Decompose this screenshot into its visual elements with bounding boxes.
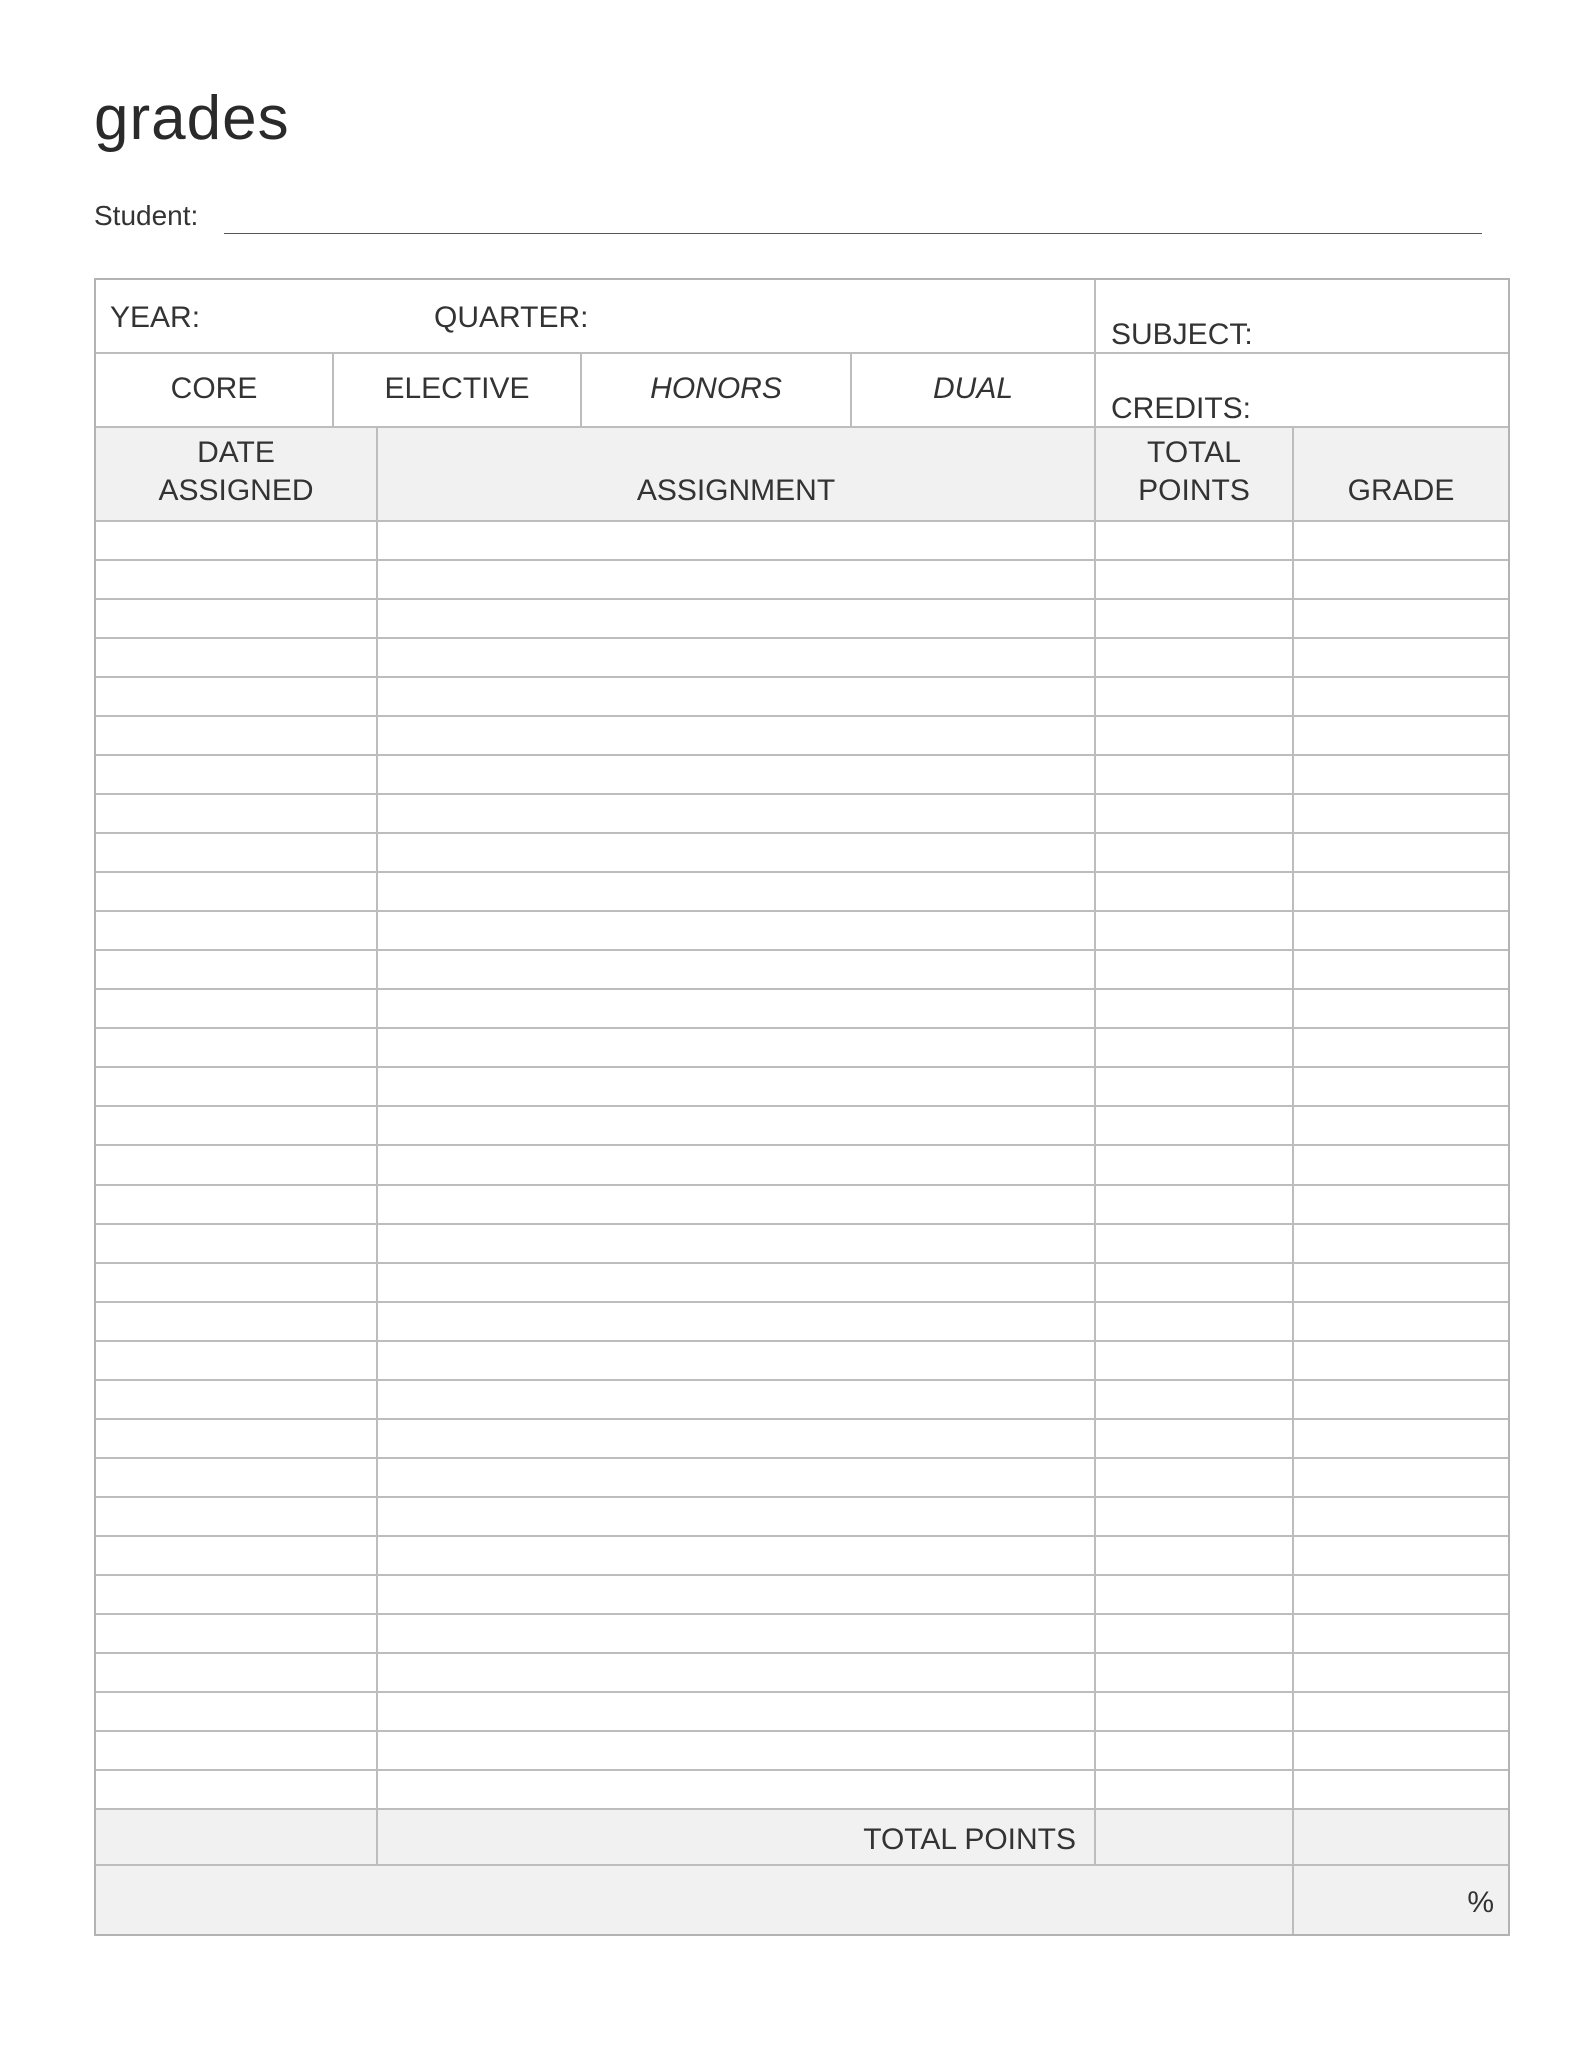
header-grade: GRADE — [1347, 474, 1455, 507]
student-name-line[interactable] — [224, 233, 1482, 234]
date-cell[interactable] — [96, 1459, 376, 1496]
points-cell[interactable] — [1096, 1029, 1292, 1066]
credits-label: CREDITS: — [1111, 392, 1252, 425]
student-label: Student: — [94, 200, 199, 231]
points-cell[interactable] — [1096, 912, 1292, 949]
grade-cell[interactable] — [1294, 1107, 1508, 1144]
grade-cell[interactable] — [1294, 756, 1508, 793]
points-cell[interactable] — [1096, 1146, 1292, 1183]
date-cell[interactable] — [96, 600, 376, 637]
points-cell[interactable] — [1096, 1303, 1292, 1340]
assignment-cell[interactable] — [378, 1342, 1094, 1379]
year-label: YEAR: — [110, 301, 201, 334]
course-type-dual-label: DUAL — [932, 372, 1014, 405]
date-cell[interactable] — [96, 639, 376, 676]
points-cell[interactable] — [1096, 1693, 1292, 1730]
grade-cell[interactable] — [1294, 873, 1508, 910]
grade-cell[interactable] — [1294, 1537, 1508, 1574]
assignment-cell[interactable] — [378, 1459, 1094, 1496]
grade-cell[interactable] — [1294, 717, 1508, 754]
points-cell[interactable] — [1096, 1107, 1292, 1144]
points-cell[interactable] — [1096, 600, 1292, 637]
course-type-elective[interactable] — [334, 354, 580, 426]
points-cell[interactable] — [1096, 795, 1292, 832]
total-points-cell[interactable] — [1096, 1810, 1292, 1864]
points-cell[interactable] — [1096, 1459, 1292, 1496]
assignment-cell[interactable] — [378, 1146, 1094, 1183]
date-cell[interactable] — [96, 1771, 376, 1808]
points-cell[interactable] — [1096, 1186, 1292, 1223]
date-cell[interactable] — [96, 1068, 376, 1105]
assignment-cell[interactable] — [378, 1732, 1094, 1769]
date-cell[interactable] — [96, 1186, 376, 1223]
assignment-cell[interactable] — [378, 1498, 1094, 1535]
grade-cell[interactable] — [1294, 1576, 1508, 1613]
points-cell[interactable] — [1096, 1615, 1292, 1652]
grade-cell[interactable] — [1294, 1342, 1508, 1379]
header-date-line2: ASSIGNED — [158, 474, 314, 507]
course-type-elective-label: ELECTIVE — [384, 372, 530, 405]
assignment-cell[interactable] — [378, 1029, 1094, 1066]
date-cell[interactable] — [96, 1381, 376, 1418]
percent-sign: % — [1467, 1886, 1494, 1919]
assignment-cell[interactable] — [378, 1186, 1094, 1223]
points-cell[interactable] — [1096, 834, 1292, 871]
grade-cell[interactable] — [1294, 1459, 1508, 1496]
assignment-cell[interactable] — [378, 639, 1094, 676]
grade-cell[interactable] — [1294, 1029, 1508, 1066]
assignment-cell[interactable] — [378, 522, 1094, 559]
points-cell[interactable] — [1096, 561, 1292, 598]
points-cell[interactable] — [1096, 717, 1292, 754]
page-title: grades — [94, 84, 290, 153]
points-cell[interactable] — [1096, 756, 1292, 793]
date-cell[interactable] — [96, 522, 376, 559]
date-cell[interactable] — [96, 1225, 376, 1262]
grade-cell[interactable] — [1294, 1732, 1508, 1769]
header-top-divider — [96, 426, 1508, 428]
grade-cell[interactable] — [1294, 1654, 1508, 1691]
assignment-cell[interactable] — [378, 1576, 1094, 1613]
assignment-cell[interactable] — [378, 795, 1094, 832]
date-cell[interactable] — [96, 1107, 376, 1144]
assignment-cell[interactable] — [378, 1771, 1094, 1808]
course-type-core-label: CORE — [170, 372, 258, 405]
date-cell[interactable] — [96, 912, 376, 949]
grades-table — [94, 278, 1510, 1936]
assignment-cell[interactable] — [378, 873, 1094, 910]
date-cell[interactable] — [96, 1146, 376, 1183]
date-cell[interactable] — [96, 678, 376, 715]
assignment-cell[interactable] — [378, 1264, 1094, 1301]
date-cell[interactable] — [96, 1029, 376, 1066]
date-cell[interactable] — [96, 1420, 376, 1457]
grade-cell[interactable] — [1294, 522, 1508, 559]
grade-cell[interactable] — [1294, 951, 1508, 988]
date-cell[interactable] — [96, 873, 376, 910]
date-cell[interactable] — [96, 1264, 376, 1301]
assignment-cell[interactable] — [378, 717, 1094, 754]
course-type-dual[interactable] — [852, 354, 1094, 426]
assignment-cell[interactable] — [378, 1225, 1094, 1262]
course-type-honors-label: HONORS — [650, 372, 782, 405]
assignment-cell[interactable] — [378, 951, 1094, 988]
date-cell[interactable] — [96, 1654, 376, 1691]
assignment-cell[interactable] — [378, 1303, 1094, 1340]
header-total-line1: TOTAL — [1147, 436, 1241, 469]
date-cell[interactable] — [96, 717, 376, 754]
date-cell[interactable] — [96, 1537, 376, 1574]
points-cell[interactable] — [1096, 1381, 1292, 1418]
column-divider-assignment — [1094, 426, 1096, 1864]
points-cell[interactable] — [1096, 1420, 1292, 1457]
date-cell[interactable] — [96, 1342, 376, 1379]
grade-cell[interactable] — [1294, 1225, 1508, 1262]
points-cell[interactable] — [1096, 522, 1292, 559]
course-type-honors[interactable] — [582, 354, 850, 426]
points-cell[interactable] — [1096, 1771, 1292, 1808]
points-cell[interactable] — [1096, 1537, 1292, 1574]
points-cell[interactable] — [1096, 1654, 1292, 1691]
points-cell[interactable] — [1096, 1342, 1292, 1379]
grade-cell[interactable] — [1294, 795, 1508, 832]
grade-cell[interactable] — [1294, 678, 1508, 715]
grade-cell[interactable] — [1294, 1420, 1508, 1457]
grade-cell[interactable] — [1294, 1693, 1508, 1730]
date-cell[interactable] — [96, 1498, 376, 1535]
points-cell[interactable] — [1096, 1068, 1292, 1105]
date-cell[interactable] — [96, 561, 376, 598]
grade-cell[interactable] — [1294, 1264, 1508, 1301]
grade-cell[interactable] — [1294, 1381, 1508, 1418]
assignment-cell[interactable] — [378, 1537, 1094, 1574]
points-cell[interactable] — [1096, 1225, 1292, 1262]
assignment-cell[interactable] — [378, 756, 1094, 793]
header-total-line2: POINTS — [1138, 474, 1250, 507]
points-cell[interactable] — [1096, 990, 1292, 1027]
grade-cell[interactable] — [1294, 834, 1508, 871]
header-assignment: ASSIGNMENT — [636, 474, 836, 507]
points-cell[interactable] — [1096, 1264, 1292, 1301]
date-cell[interactable] — [96, 1576, 376, 1613]
quarter-label: QUARTER: — [434, 301, 589, 334]
assignment-cell[interactable] — [378, 1693, 1094, 1730]
date-cell[interactable] — [96, 1303, 376, 1340]
total-grade-cell[interactable] — [1294, 1810, 1508, 1864]
date-cell[interactable] — [96, 1693, 376, 1730]
grade-cell[interactable] — [1294, 1771, 1508, 1808]
date-cell[interactable] — [96, 756, 376, 793]
date-cell[interactable] — [96, 1732, 376, 1769]
points-cell[interactable] — [1096, 639, 1292, 676]
points-cell[interactable] — [1096, 1576, 1292, 1613]
course-type-core[interactable] — [96, 354, 332, 426]
header-date-line1: DATE — [197, 436, 275, 469]
date-cell[interactable] — [96, 795, 376, 832]
grade-cell[interactable] — [1294, 561, 1508, 598]
points-cell[interactable] — [1096, 873, 1292, 910]
assignment-cell[interactable] — [378, 600, 1094, 637]
assignment-cell[interactable] — [378, 1420, 1094, 1457]
points-cell[interactable] — [1096, 1498, 1292, 1535]
assignment-cell[interactable] — [378, 1654, 1094, 1691]
grade-cell[interactable] — [1294, 1186, 1508, 1223]
date-cell[interactable] — [96, 990, 376, 1027]
assignment-cell[interactable] — [378, 834, 1094, 871]
grade-cell[interactable] — [1294, 1068, 1508, 1105]
grade-cell[interactable] — [1294, 912, 1508, 949]
date-cell[interactable] — [96, 951, 376, 988]
assignment-cell[interactable] — [378, 1615, 1094, 1652]
date-cell[interactable] — [96, 834, 376, 871]
footer-total-points-label: TOTAL POINTS — [863, 1823, 1076, 1856]
assignment-cell[interactable] — [378, 1068, 1094, 1105]
date-cell[interactable] — [96, 1615, 376, 1652]
assignment-cell[interactable] — [378, 990, 1094, 1027]
points-cell[interactable] — [1096, 1732, 1292, 1769]
points-cell[interactable] — [1096, 951, 1292, 988]
assignment-cell[interactable] — [378, 561, 1094, 598]
grade-cell[interactable] — [1294, 639, 1508, 676]
points-cell[interactable] — [1096, 678, 1292, 715]
assignment-cell[interactable] — [378, 678, 1094, 715]
assignment-cell[interactable] — [378, 1107, 1094, 1144]
subject-label: SUBJECT: — [1111, 318, 1253, 351]
grade-cell[interactable] — [1294, 1615, 1508, 1652]
subject-divider — [1094, 280, 1096, 426]
grade-cell[interactable] — [1294, 1303, 1508, 1340]
column-divider-date — [376, 426, 378, 1864]
grade-cell[interactable] — [1294, 600, 1508, 637]
column-divider-points — [1292, 426, 1294, 1934]
grade-cell[interactable] — [1294, 1146, 1508, 1183]
grade-cell[interactable] — [1294, 990, 1508, 1027]
grade-cell[interactable] — [1294, 1498, 1508, 1535]
assignment-cell[interactable] — [378, 1381, 1094, 1418]
assignment-cell[interactable] — [378, 912, 1094, 949]
